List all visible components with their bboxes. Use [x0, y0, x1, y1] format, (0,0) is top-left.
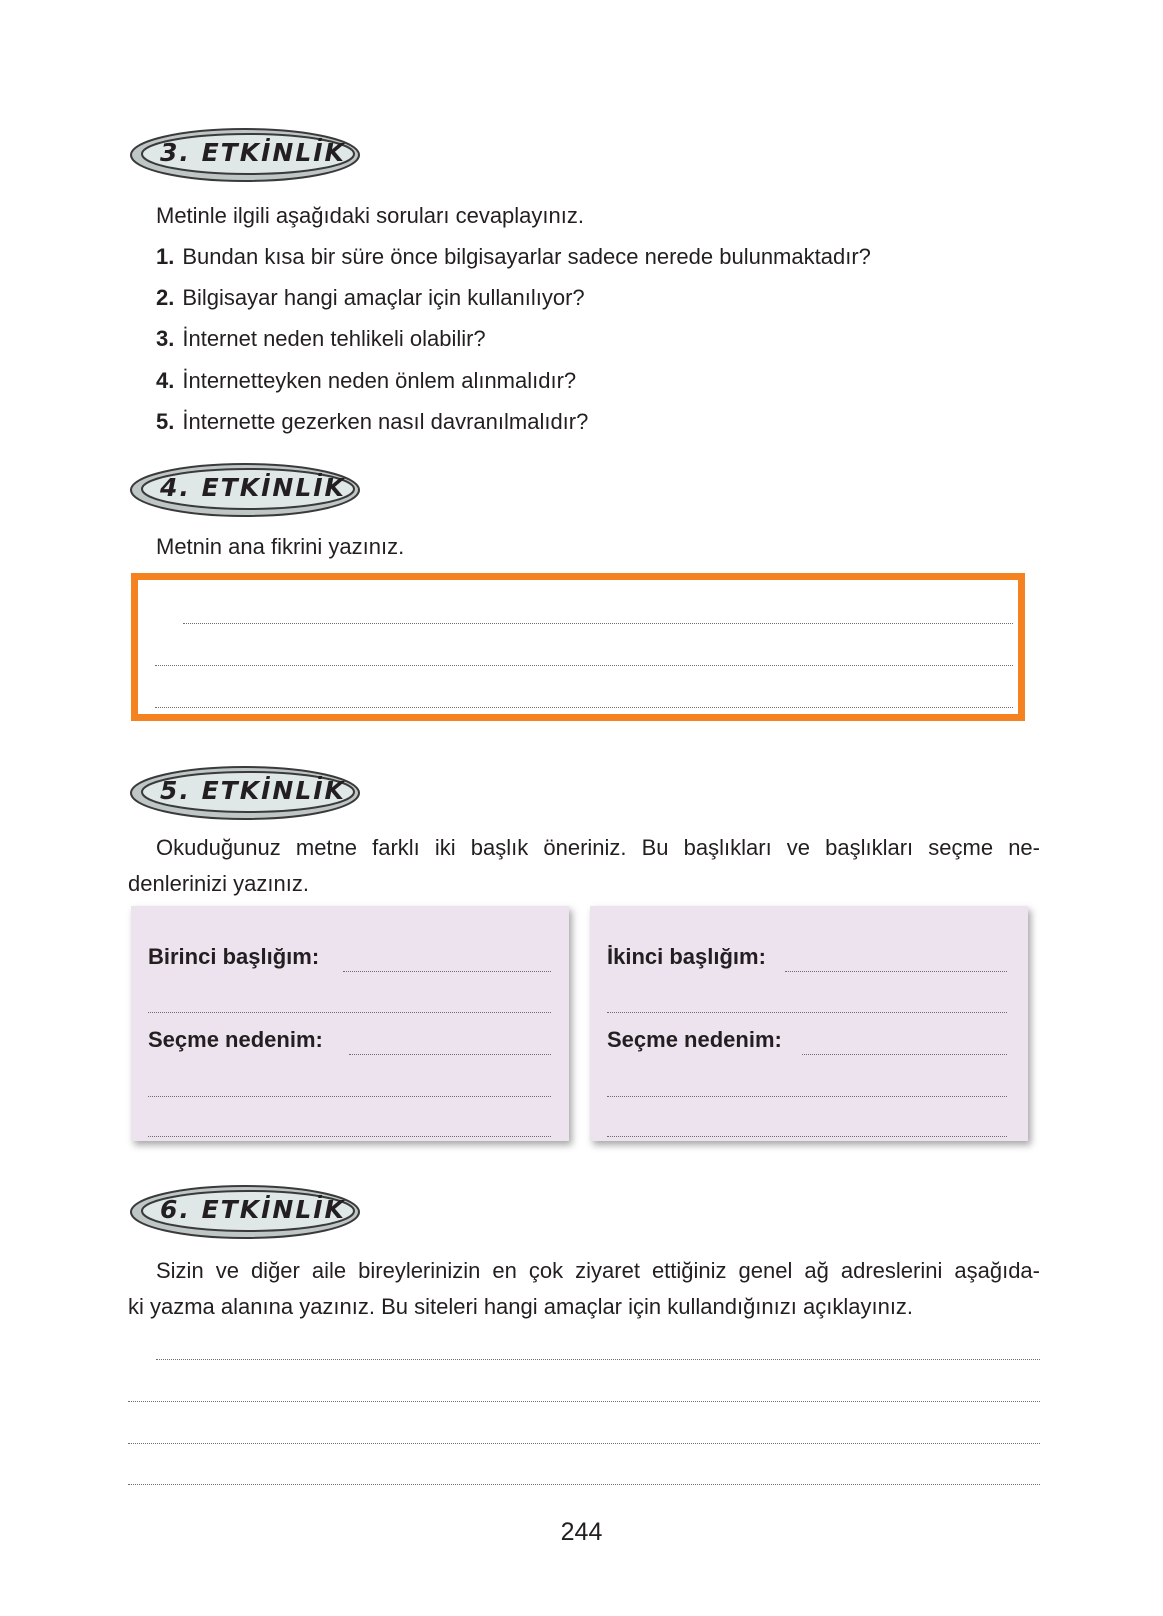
first-title-label: Birinci başlığım:: [148, 944, 320, 969]
writing-line[interactable]: [128, 1401, 1040, 1402]
activity-3-badge-label: 3. ETKİNLİK: [160, 138, 346, 167]
first-title-card: [131, 906, 569, 1141]
writing-line[interactable]: [155, 707, 1013, 708]
second-reason-input-line[interactable]: [802, 1054, 1007, 1055]
first-reason-input-line[interactable]: [349, 1054, 551, 1055]
second-title-input-line[interactable]: [785, 971, 1007, 972]
activity-4-instruction: Metnin ana fikrini yazınız.: [156, 534, 405, 559]
activity-5-instruction-line-1: Okuduğunuz metne farklı iki başlık öneriniz. Bu başlıkları ve başlıkları seçme ne-: [156, 835, 1040, 860]
first-reason-input-line[interactable]: [148, 1096, 551, 1097]
activity-4-badge: [128, 460, 368, 518]
writing-line[interactable]: [128, 1443, 1040, 1444]
second-title-card: [590, 906, 1028, 1141]
second-reason-input-line[interactable]: [607, 1136, 1007, 1137]
activity-6-instruction-line-2: ki yazma alanına yazınız. Bu siteleri hangi amaçlar için kullandığınızı açıklayınız.: [128, 1294, 914, 1319]
activity-5-badge: [128, 763, 368, 821]
activity-5-badge-label: 5. ETKİNLİK: [160, 776, 346, 805]
question-4: 4. İnternetteyken neden önlem alınmalıdır?: [156, 368, 577, 393]
main-idea-writing-box[interactable]: [131, 573, 1025, 721]
question-5: 5. İnternette gezerken nasıl davranılmalıdır?: [156, 409, 589, 434]
page-number: 244: [560, 1518, 603, 1546]
first-reason-label: Seçme nedenim:: [148, 1027, 323, 1052]
writing-line[interactable]: [128, 1484, 1040, 1485]
activity-6-badge-label: 6. ETKİNLİK: [160, 1195, 346, 1224]
question-2: 2. Bilgisayar hangi amaçlar için kullanılıyor?: [156, 285, 585, 310]
first-title-input-line[interactable]: [148, 1012, 551, 1013]
activity-6-badge: [128, 1182, 368, 1240]
activity-3-badge: [128, 125, 368, 183]
question-1: 1. Bundan kısa bir süre önce bilgisayarlar sadece nerede bulunmaktadır?: [156, 244, 871, 269]
second-reason-label: Seçme nedenim:: [607, 1027, 782, 1052]
activity-4-badge-label: 4. ETKİNLİK: [160, 473, 346, 502]
writing-line[interactable]: [183, 623, 1013, 624]
first-title-input-line[interactable]: [343, 971, 551, 972]
writing-line[interactable]: [155, 665, 1013, 666]
activity-5-instruction-line-2: denlerinizi yazınız.: [128, 871, 309, 896]
second-title-label: İkinci başlığım:: [607, 944, 766, 969]
activity-3-instruction: Metinle ilgili aşağıdaki soruları cevaplayınız.: [156, 203, 584, 228]
activity-6-instruction-line-1: Sizin ve diğer aile bireylerinizin en çok ziyaret ettiğiniz genel ağ adreslerini aşağıda-: [156, 1258, 1040, 1283]
second-reason-input-line[interactable]: [607, 1096, 1007, 1097]
question-3: 3. İnternet neden tehlikeli olabilir?: [156, 326, 486, 351]
second-title-input-line[interactable]: [607, 1012, 1007, 1013]
writing-line[interactable]: [156, 1359, 1040, 1360]
first-reason-input-line[interactable]: [148, 1136, 551, 1137]
